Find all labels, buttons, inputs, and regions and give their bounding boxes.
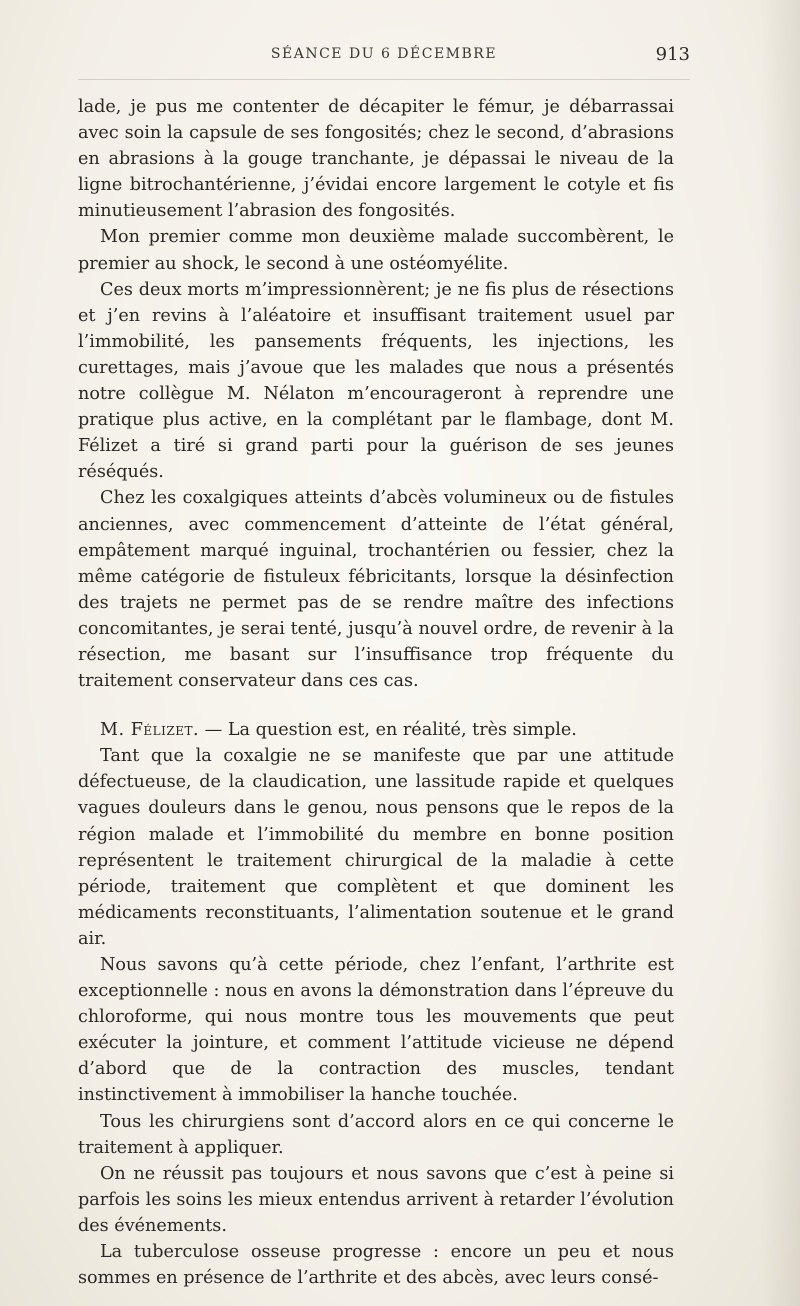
header-rule xyxy=(78,79,690,80)
speaker-name: M. Félizet. xyxy=(100,720,200,741)
paragraph: lade, je pus me contenter de décapiter le fémur, je débarrassai avec soin la capsule de ses fongosités; chez le second, d’abrasions en abrasions à la gouge tranchante, je dépassai le niveau de la ligne bitrochantérienne, j’évidai encore largement le cotyle et fis minutieusement l’abrasion des fongosités. xyxy=(78,97,674,222)
page-number: 913 xyxy=(655,44,690,65)
page-edge-shadow xyxy=(760,0,800,1306)
paragraph: Nous savons qu’à cette période, chez l’enfant, l’arthrite est exceptionnelle : nous en avons la démonstration dans l’épreuve du chloroforme, qui nous montre tous les mouvements que peut exécuter la jointure, et comment l’attitude vicieuse ne dépend d’abord que de la contraction des muscles, tendant instinctivement à immobiliser la hanche touchée. xyxy=(78,955,674,1106)
paragraph: Chez les coxalgiques atteints d’abcès volumineux ou de fistules anciennes, avec commencement d’atteinte de l’état général, empâtement marqué inguinal, trochantérien ou fessier, chez la même catégorie de fistuleux fébricitants, lorsque la désinfection des trajets ne permet pas de se rendre maître des infections concomitantes, je serai tenté, jusqu’à nouvel ordre, de revenir à la résection, me basant sur l’insuffisance trop fréquente du traitement conservateur dans ces cas. xyxy=(78,488,674,692)
page-header xyxy=(78,44,690,74)
speaker-paragraph xyxy=(78,717,674,743)
paragraph: On ne réussit pas toujours et nous savons que c’est à peine si parfois les soins les mieux entendus arrivent à retarder l’évolution des événements. xyxy=(78,1163,674,1236)
body-text xyxy=(78,94,674,1291)
paragraph: Tant que la coxalgie ne se manifeste que par une attitude défectueuse, de la claudication, une lassitude rapide et quelques vagues douleurs dans le genou, nous pensons que le repos de la région malade et l’immobilité du membre en bonne position représentent le traitement chirurgical de la maladie à cette période, traitement que complètent et que dominent les médicaments reconstituants, l’alimentation soutenue et le grand air. xyxy=(78,746,674,949)
speaker-statement: — La question est, en réalité, très simple. xyxy=(199,720,577,741)
paragraph: Mon premier comme mon deuxième malade succombèrent, le premier au shock, le second à une ostéomyélite. xyxy=(78,227,674,274)
paragraph: Tous les chirurgiens sont d’accord alors en ce qui concerne le traitement à appliquer. xyxy=(78,1111,674,1158)
paragraph: La tuberculose osseuse progresse : encore un peu et nous sommes en présence de l’arthrite et des abcès, avec leurs consé- xyxy=(78,1242,674,1289)
paragraph: Ces deux morts m’impressionnèrent; je ne fis plus de résections et j’en revins à l’aléatoire et insuffisant traitement usuel par l’immobilité, les pansements fréquents, les injections, les curettages, mais j’avoue que les malades que nous a présentés notre collègue M. Nélaton m’encourageront à reprendre une pratique plus active, en la complétant par le flambage, dont M. Félizet a tiré si grand parti pour la guérison de ses jeunes réséqués. xyxy=(78,279,674,483)
running-title: SÉANCE DU 6 DÉCEMBRE xyxy=(270,46,498,62)
